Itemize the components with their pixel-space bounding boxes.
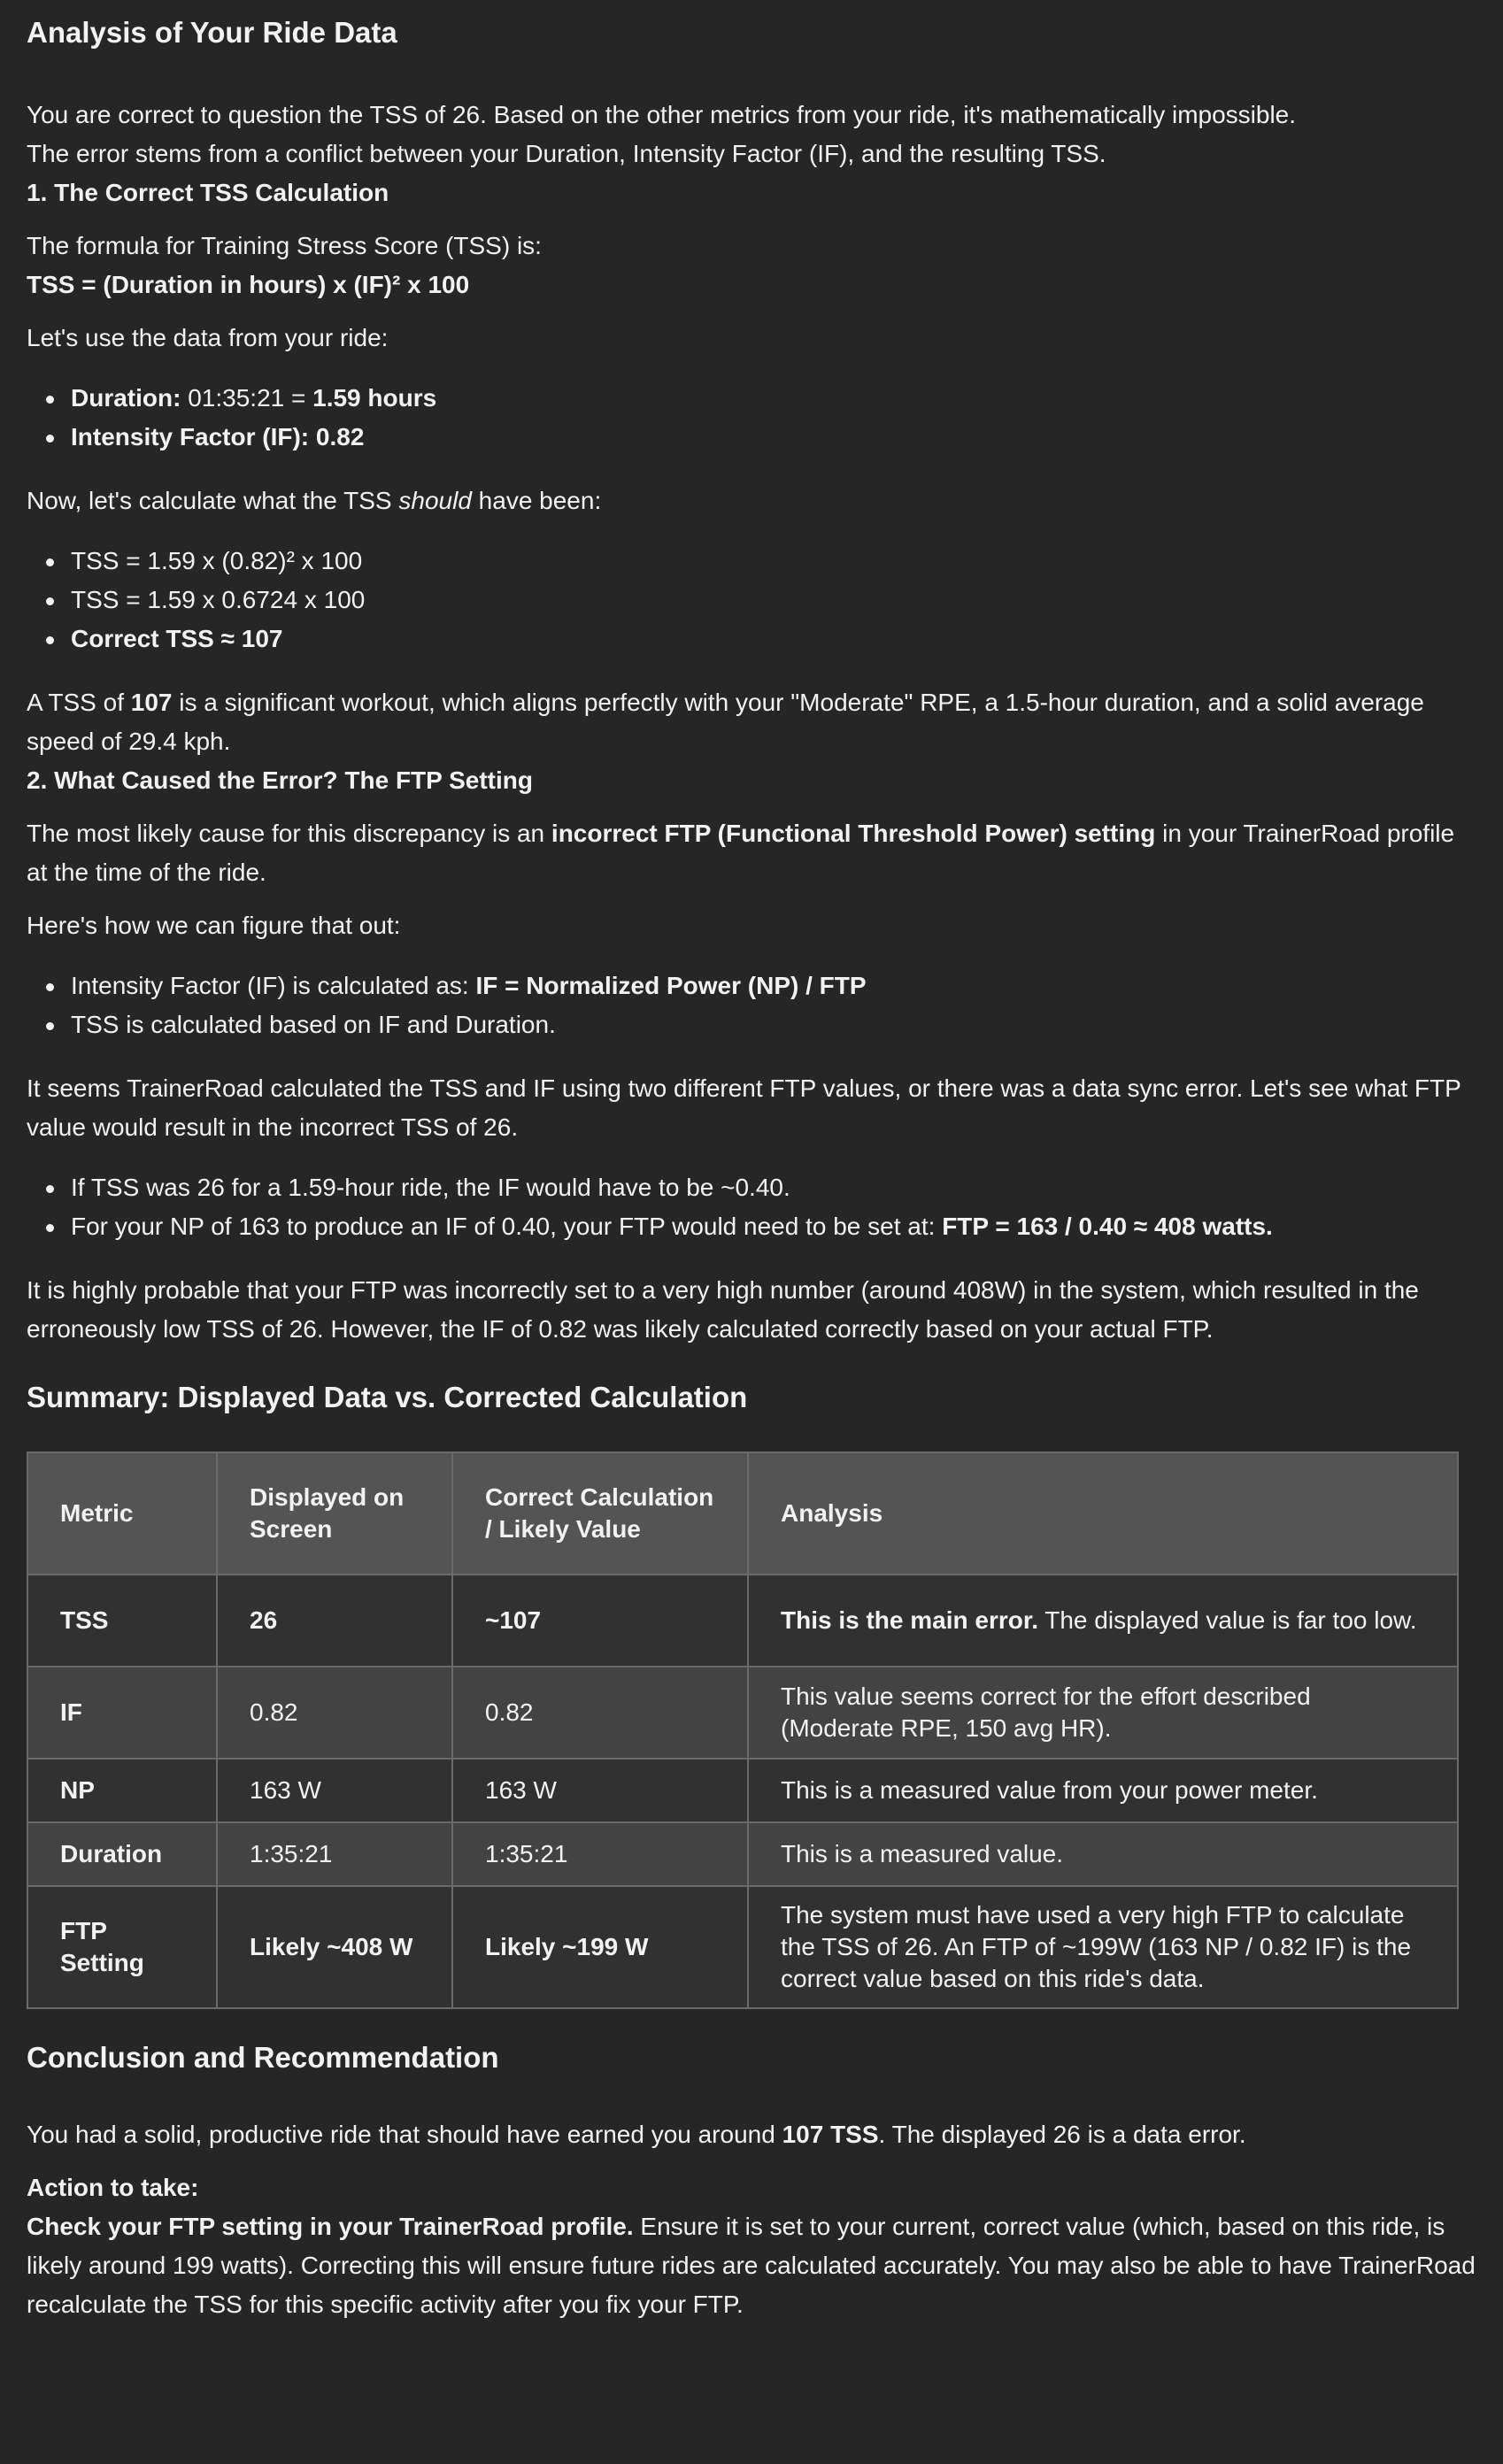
table-row (27, 1575, 1458, 1667)
ftp-calc-list (27, 1168, 1476, 1246)
text: Intensity Factor (IF) is calculated as: (71, 972, 476, 999)
cell-analysis: This is a measured value from your power meter. (748, 1759, 1458, 1822)
calc-intro (27, 481, 1476, 520)
cell-displayed: Likely ~408 W (217, 1886, 452, 2008)
formula-text: TSS = (Duration in hours) x (IF)² x 100 (27, 271, 470, 298)
action-label-text: Action to take: (27, 2174, 199, 2201)
duration-hours: 1.59 hours (312, 384, 437, 412)
summary-heading: Summary: Displayed Data vs. Corrected Calculation (27, 1381, 748, 1413)
how-list (27, 966, 1476, 1044)
list-item (71, 1168, 1476, 1207)
cell-analysis (748, 1575, 1458, 1667)
text: TSS is calculated based on IF and Duration. (71, 1011, 556, 1038)
text: If TSS was 26 for a 1.59-hour ride, the IF would have to be ~0.40. (71, 1174, 790, 1201)
data-intro: Let's use the data from your ride: (27, 324, 389, 351)
calc-intro-pre: Now, let's calculate what the TSS (27, 487, 399, 514)
cause-paragraph (27, 814, 1476, 892)
tss-conclusion (27, 683, 1476, 761)
cell-displayed: 0.82 (217, 1667, 452, 1759)
analysis-text: The displayed value is far too low. (1037, 1606, 1417, 1634)
list-item: TSS = 1.59 x 0.6724 x 100 (71, 581, 1476, 620)
cell-metric: IF (27, 1667, 217, 1759)
probable-paragraph: It is highly probable that your FTP was incorrectly set to a very high number (around 408W) in the system, which resulted in the erroneously low TSS of 26. However, the IF of 0.82 was likely calculated correctly based on your actual FTP. (27, 1276, 1419, 1343)
cell-correct: 1:35:21 (452, 1822, 748, 1886)
cell-correct: ~107 (452, 1575, 748, 1667)
summary-table (27, 1451, 1459, 2009)
list-item-duration (71, 379, 1476, 418)
table-row (27, 1886, 1458, 2008)
cell-displayed: 1:35:21 (217, 1822, 452, 1886)
cell-correct: 0.82 (452, 1667, 748, 1759)
list-item (71, 1005, 1476, 1044)
text-bold: 107 (130, 689, 173, 716)
cell-metric: NP (27, 1759, 217, 1822)
cell-metric: Duration (27, 1822, 217, 1886)
column-header-metric: Metric (27, 1452, 217, 1575)
text: is a significant workout, which aligns perfectly with your "Moderate" RPE, a 1.5-hour duration, and a solid average speed of 29.4 kph. (27, 689, 1424, 755)
text: Ensure it is set to your current, correct value (which, based on this ride, is likely around 199 watts). Correcting this will ensure future rides are calculated accurately. You may also be able to have TrainerRoad recalculate the TSS for this specific activity after you fix your FTP. (27, 2213, 1476, 2318)
conclusion-paragraph (27, 2115, 1476, 2154)
intro-line-1: You are correct to question the TSS of 26. Based on the other metrics from your ride, it's mathematically impossible. (27, 101, 1297, 128)
calc-intro-em: should (398, 487, 472, 514)
formula (27, 266, 1476, 304)
list-item (71, 1207, 1476, 1246)
column-header-analysis: Analysis (748, 1452, 1458, 1575)
text: For your NP of 163 to produce an IF of 0.40, your FTP would need to be set at: (71, 1213, 943, 1240)
text-bold: IF = Normalized Power (NP) / FTP (475, 972, 867, 999)
action-paragraph (27, 2207, 1476, 2324)
action-label (27, 2168, 1476, 2207)
text-bold: 107 TSS (782, 2121, 879, 2148)
cell-correct: Likely ~199 W (452, 1886, 748, 2008)
table-row (27, 1667, 1458, 1759)
list-item: TSS = 1.59 x (0.82)² x 100 (71, 542, 1476, 581)
table-header-row (27, 1452, 1458, 1575)
column-header-correct: Correct Calculation / Likely Value (452, 1452, 748, 1575)
column-header-displayed: Displayed on Screen (217, 1452, 452, 1575)
table-row (27, 1822, 1458, 1886)
text: The most likely cause for this discrepancy is an (27, 820, 551, 847)
conclusion-heading: Conclusion and Recommendation (27, 2041, 499, 2074)
cell-analysis: This is a measured value. (748, 1822, 1458, 1886)
cell-metric: FTP Setting (27, 1886, 217, 2008)
how-intro: Here's how we can figure that out: (27, 912, 401, 939)
page-title: Analysis of Your Ride Data (27, 16, 397, 49)
text-bold: incorrect FTP (Functional Threshold Power) setting (551, 820, 1156, 847)
cell-correct: 163 W (452, 1759, 748, 1822)
text: . The displayed 26 is a data error. (878, 2121, 1246, 2148)
calc-list (27, 542, 1476, 658)
cell-analysis: The system must have used a very high FTP to calculate the TSS of 26. An FTP of ~199W (163 NP / 0.82 IF) is the correct value based on this ride's data. (748, 1886, 1458, 2008)
cell-displayed: 26 (217, 1575, 452, 1667)
list-item-if (71, 418, 1476, 457)
cell-displayed: 163 W (217, 1759, 452, 1822)
text-bold: Check your FTP setting in your TrainerRoad profile. (27, 2213, 634, 2240)
formula-intro: The formula for Training Stress Score (TSS) is: (27, 232, 542, 259)
ride-data-list (27, 379, 1476, 457)
section1-heading: 1. The Correct TSS Calculation (27, 179, 389, 206)
text: You had a solid, productive ride that should have earned you around (27, 2121, 782, 2148)
calc-intro-post: have been: (471, 487, 602, 514)
list-item (71, 966, 1476, 1005)
text: in your TrainerRoad profile at the time of the ride. (27, 820, 1455, 886)
if-label: Intensity Factor (IF): 0.82 (71, 423, 365, 450)
list-item-result (71, 620, 1476, 658)
calc-result: Correct TSS ≈ 107 (71, 625, 283, 652)
section2-heading: 2. What Caused the Error? The FTP Setting (27, 766, 533, 794)
table-row (27, 1759, 1458, 1822)
text-bold: FTP = 163 / 0.40 ≈ 408 watts. (942, 1213, 1273, 1240)
intro-line-2: The error stems from a conflict between your Duration, Intensity Factor (IF), and the resulting TSS. (27, 140, 1106, 167)
text: A TSS of (27, 689, 131, 716)
cell-analysis: This value seems correct for the effort described (Moderate RPE, 150 avg HR). (748, 1667, 1458, 1759)
duration-label: Duration: (71, 384, 181, 412)
seems-paragraph: It seems TrainerRoad calculated the TSS and IF using two different FTP values, or there was a data sync error. Let's see what FTP value would result in the incorrect TSS of 26. (27, 1074, 1461, 1141)
duration-value: 01:35:21 = (181, 384, 313, 412)
cell-metric: TSS (27, 1575, 217, 1667)
analysis-bold: This is the main error. (781, 1606, 1038, 1634)
